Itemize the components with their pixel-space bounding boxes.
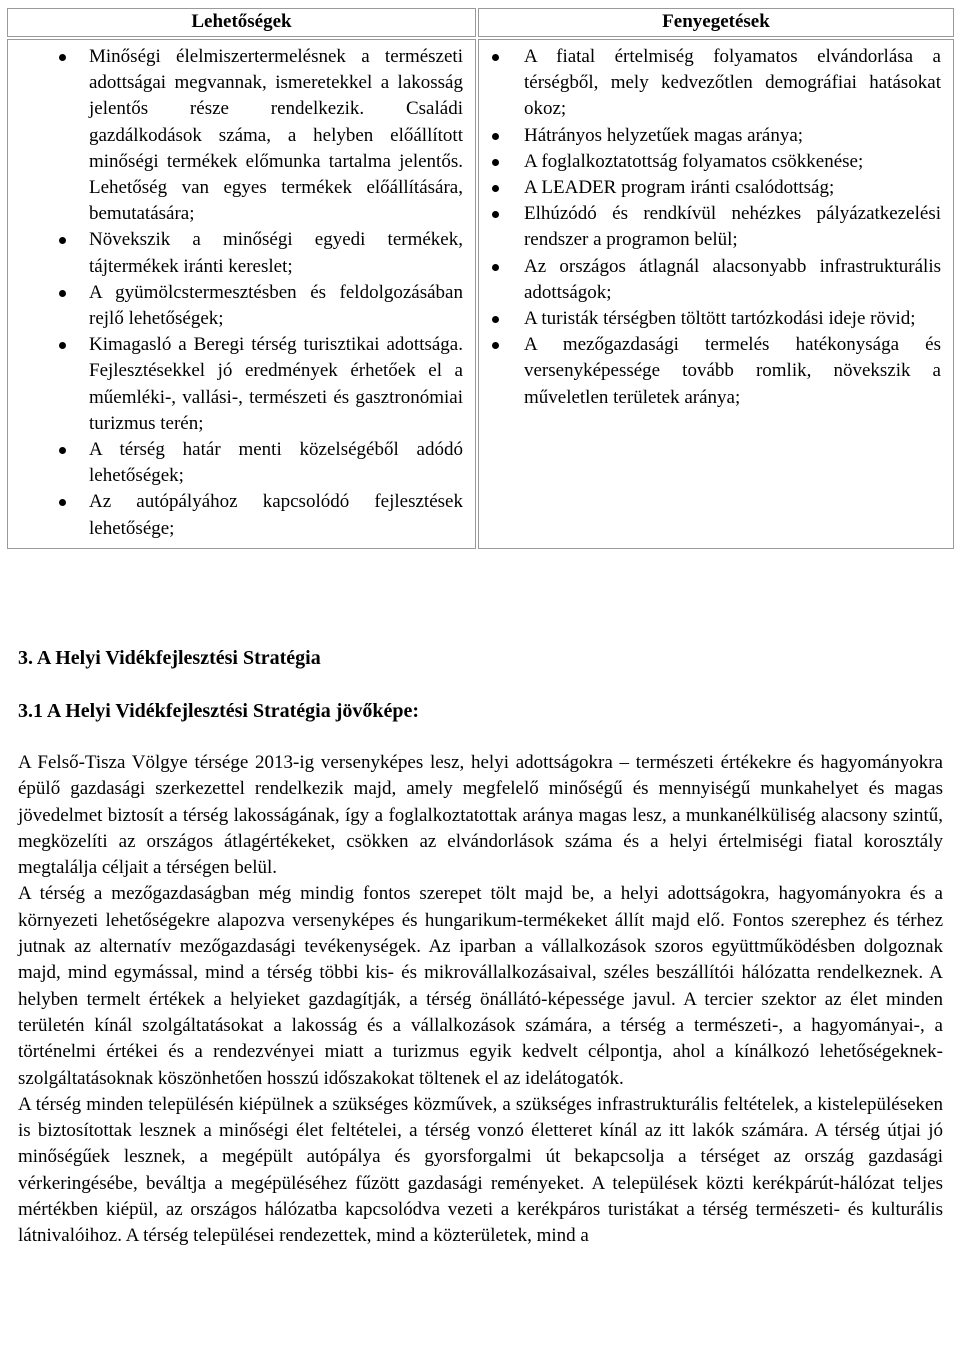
- opportunities-header: Lehetőségek: [7, 8, 476, 37]
- swot-content-row: [7, 39, 954, 549]
- list-item: Az országos átlagnál alacsonyabb infrastrukturális adottságok;: [524, 254, 941, 306]
- bullet-icon: [492, 316, 499, 323]
- bullet-icon: [492, 264, 499, 271]
- bullet-icon: [492, 159, 499, 166]
- threats-list: [479, 40, 953, 417]
- list-item: Növekszik a minőségi egyedi termékek, tájtermékek iránti kereslet;: [89, 227, 463, 279]
- bullet-icon: [59, 290, 66, 297]
- list-item: Minőségi élelmiszertermelésnek a természeti adottságai megvannak, ismeretekkel a lakosság jelentős része rendelkezik. Családi gazdálkodások száma, a helyben előállított minőségi termékek előmunka tartalma jelentős. Lehetőség van egyes termékek előállítására, bemutatására;: [89, 44, 463, 227]
- bullet-icon: [492, 211, 499, 218]
- list-item: Az autópályához kapcsolódó fejlesztések lehetősége;: [89, 489, 463, 541]
- list-item: A foglalkoztatottság folyamatos csökkenése;: [524, 149, 941, 175]
- list-item: A turisták térségben töltött tartózkodási ideje rövid;: [524, 306, 941, 332]
- paragraph: A térség a mezőgazdaságban még mindig fontos szerepet tölt majd be, a helyi adottságokra, hagyományokra és a környezeti lehetőségekre alapozva versenyképes és hungarikum-termékeket állít majd elő. Fontos szerephez és térhez jutnak az alternatív mezőgazdasági tevékenységek. Az iparban a vállalkozások szoros együttműködésben dolgoznak majd, mind egymással, mind a térség többi kis- és mikrovállalkozásaival, széles beszállítói hálózatta rendelkeznek. A helyben termelt értékek a helyieket gazdagítják, a térség önállátó-képessége javul. A tercier szektor az élet minden területén kínál szolgáltatásokat a lakosság és a vállalkozások számára, a térség a természeti-, a hagyományai-, a történelmi értékei és a rendezvényei miatt a turizmus egyik kedvelt célpontja, ahol a kínálkozó lehetőségeknek-szolgáltatásoknak köszönhetően hosszú időszakokat töltenek el az idelátogatók.: [18, 883, 943, 1089]
- bullet-icon: [492, 342, 499, 349]
- bullet-icon: [59, 447, 66, 454]
- paragraph: A térség minden településén kiépülnek a szükséges közművek, a szükséges infrastrukturális feltételek, a kistelepüléseken is biztosítottak lesznek a minőségi élet feltételei, a térség vonzó életteret kínál az itt lakók számára. A térség útjai jó minőségűek lesznek, a megépült autópálya és gyorsforgalmi út bekapcsolja a térséget az ország gazdasági vérkeringésébe, beváltja a megépüléséhez fűzött gazdasági reményeket. A települések közti kerékpárút-hálózat teljes mértékben kiépül, az országos hálózatba kapcsolódva vezeti a kerékpáros turistákat a térség természeti- és kulturális látnivalóihoz. A térség települései rendezettek, mind a közterületek, mind a: [18, 1093, 943, 1247]
- section-subtitle: 3.1 A Helyi Vidékfejlesztési Stratégia jövőképe:: [18, 700, 420, 722]
- list-item: Kimagasló a Beregi térség turisztikai adottsága. Fejlesztésekkel jó eredmények érhetőek el a műemléki-, vallási-, természeti és gasztronómiai turizmus terén;: [89, 332, 463, 437]
- threats-cell: [478, 39, 954, 549]
- list-item: Hátrányos helyzetűek magas aránya;: [524, 123, 941, 149]
- list-item: A fiatal értelmiség folyamatos elvándorlása a térségből, mely kedvezőtlen demográfiai hatásokat okoz;: [524, 44, 941, 123]
- list-item: A LEADER program iránti csalódottság;: [524, 175, 941, 201]
- bullet-icon: [59, 237, 66, 244]
- bullet-icon: [59, 342, 66, 349]
- paragraph: A Felső-Tisza Völgye térsége 2013-ig versenyképes lesz, helyi adottságokra – természeti értékekre és hagyományokra épülő gazdasági szerkezettel rendelkezik majd, amely megfelelő minőségű és mennyiségű munkahelyet és magas jövedelmet biztosít a térség lakosságának, így a foglalkoztatottak aránya magas lesz, a munkanélküliség alacsony szintű, megközelíti az országos átlagértékeket, csökken az elvándorlások száma és a helyi értelmiségi fiatal korosztály megtalálja céljait a térségen belül.: [18, 752, 943, 879]
- swot-header-row: [7, 8, 954, 37]
- bullet-icon: [492, 133, 499, 140]
- list-item: A gyümölcstermesztésben és feldolgozásában rejlő lehetőségek;: [89, 280, 463, 332]
- bullet-icon: [492, 185, 499, 192]
- bullet-icon: [59, 499, 66, 506]
- bullet-icon: [59, 54, 66, 61]
- bullet-icon: [492, 54, 499, 61]
- opportunities-cell: [7, 39, 476, 549]
- vision-text: [18, 750, 943, 1250]
- list-item: A mezőgazdasági termelés hatékonysága és versenyképessége tovább romlik, növekszik a műveletlen területek aránya;: [524, 332, 941, 411]
- threats-header: Fenyegetések: [478, 8, 954, 37]
- list-item: Elhúzódó és rendkívül nehézkes pályázatkezelési rendszer a programon belül;: [524, 201, 941, 253]
- section-title: 3. A Helyi Vidékfejlesztési Stratégia: [18, 647, 321, 669]
- list-item: A térség határ menti közelségéből adódó lehetőségek;: [89, 437, 463, 489]
- opportunities-list: [8, 40, 475, 548]
- swot-table: [5, 6, 956, 551]
